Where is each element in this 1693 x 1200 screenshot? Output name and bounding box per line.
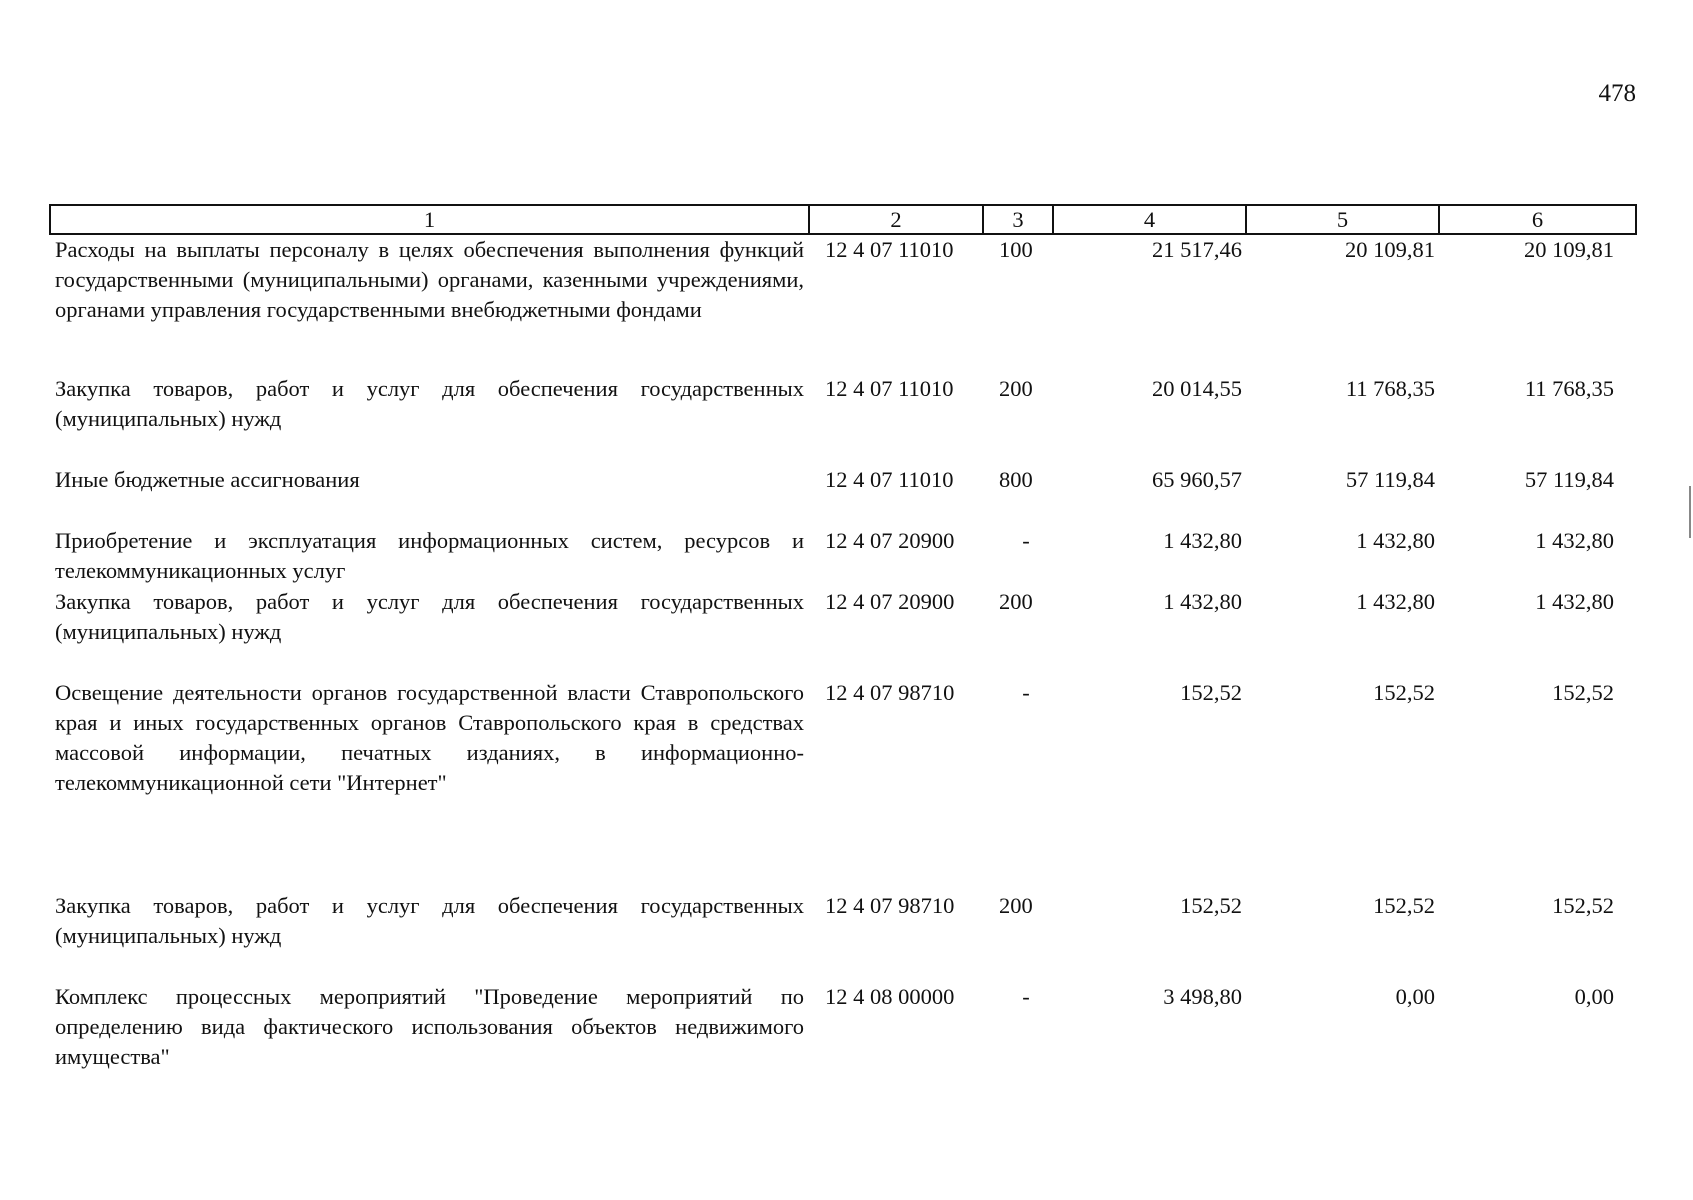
row-value-6: 1 432,80 (1535, 528, 1614, 553)
row-value-6: 57 119,84 (1524, 467, 1614, 492)
row-value-4: 65 960,57 (1152, 467, 1242, 492)
table-header-row (50, 205, 1636, 234)
table-row (50, 465, 1636, 526)
row-value-6: 0,00 (1574, 984, 1614, 1009)
row-expense-type: - (1022, 680, 1030, 705)
row-value-4: 1 432,80 (1163, 589, 1242, 614)
row-code: 12 4 08 00000 (825, 984, 955, 1009)
row-expense-type: - (1022, 528, 1030, 553)
row-value-4: 152,52 (1180, 680, 1242, 705)
row-value-5: 152,52 (1373, 680, 1435, 705)
row-name: Закупка товаров, работ и услуг для обеспечения государственных (муниципальных) нужд (55, 589, 804, 644)
row-code: 12 4 07 11010 (825, 467, 954, 492)
row-value-4: 1 432,80 (1163, 528, 1242, 553)
row-name: Освещение деятельности органов государственной власти Ставропольского края и иных государственных органов Ставропольского края в средствах массовой информации, печатных изданиях, в информационно-телекоммуникационной сети "Интернет" (55, 680, 804, 795)
table-row (50, 587, 1636, 678)
column-header-3: 3 (983, 205, 1053, 234)
row-code: 12 4 07 11010 (825, 237, 954, 262)
column-header-5: 5 (1246, 205, 1439, 234)
row-name: Приобретение и эксплуатация информационных систем, ресурсов и телекоммуникационных услуг (55, 528, 804, 583)
row-value-5: 20 109,81 (1345, 237, 1435, 262)
row-value-5: 11 768,35 (1345, 376, 1435, 401)
column-header-2: 2 (809, 205, 983, 234)
row-value-5: 1 432,80 (1356, 589, 1435, 614)
scan-margin-mark (1689, 486, 1691, 538)
table-row (50, 678, 1636, 891)
row-value-6: 20 109,81 (1524, 237, 1614, 262)
row-value-4: 20 014,55 (1152, 376, 1242, 401)
row-value-6: 152,52 (1552, 680, 1614, 705)
row-value-4: 152,52 (1180, 893, 1242, 918)
row-expense-type: 100 (999, 237, 1033, 262)
row-expense-type: 200 (999, 376, 1033, 401)
row-value-5: 0,00 (1395, 984, 1435, 1009)
page-number: 478 (1598, 80, 1636, 107)
budget-table (49, 204, 1637, 1074)
row-expense-type: 200 (999, 893, 1033, 918)
row-code: 12 4 07 20900 (825, 589, 955, 614)
row-expense-type: 200 (999, 589, 1033, 614)
row-value-5: 1 432,80 (1356, 528, 1435, 553)
table-row (50, 234, 1636, 374)
column-header-1: 1 (50, 205, 809, 234)
row-value-6: 1 432,80 (1535, 589, 1614, 614)
row-value-4: 21 517,46 (1152, 237, 1242, 262)
row-name: Расходы на выплаты персоналу в целях обеспечения выполнения функций государственными (муниципальными) органами, казенными учреждениями, органами управления государственными внебюджетными фондами (55, 237, 804, 322)
row-value-5: 57 119,84 (1345, 467, 1435, 492)
column-header-6: 6 (1439, 205, 1636, 234)
row-expense-type: - (1022, 984, 1030, 1009)
row-value-5: 152,52 (1373, 893, 1435, 918)
table-row (50, 891, 1636, 982)
row-code: 12 4 07 98710 (825, 680, 955, 705)
row-name: Иные бюджетные ассигнования (55, 467, 360, 492)
row-value-6: 152,52 (1552, 893, 1614, 918)
row-code: 12 4 07 11010 (825, 376, 954, 401)
table-row (50, 526, 1636, 587)
row-code: 12 4 07 20900 (825, 528, 955, 553)
table-row (50, 982, 1636, 1074)
row-expense-type: 800 (999, 467, 1033, 492)
row-name: Комплекс процессных мероприятий "Проведение мероприятий по определению вида фактического использования объектов недвижимого имущества" (55, 984, 804, 1069)
row-name: Закупка товаров, работ и услуг для обеспечения государственных (муниципальных) нужд (55, 893, 804, 948)
row-name: Закупка товаров, работ и услуг для обеспечения государственных (муниципальных) нужд (55, 376, 804, 431)
table-row (50, 374, 1636, 465)
row-code: 12 4 07 98710 (825, 893, 955, 918)
row-value-4: 3 498,80 (1163, 984, 1242, 1009)
column-header-4: 4 (1053, 205, 1246, 234)
row-value-6: 11 768,35 (1524, 376, 1614, 401)
